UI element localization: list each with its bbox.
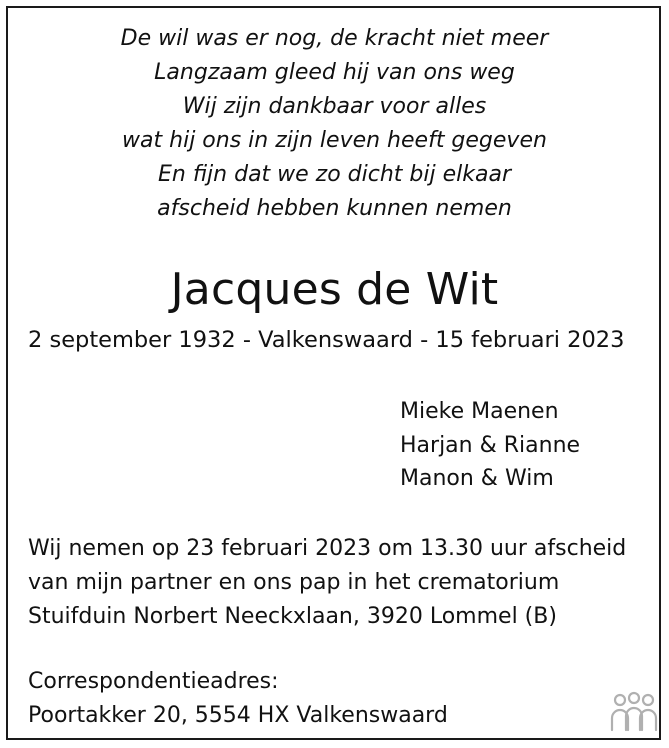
family-member: Manon & Wim bbox=[400, 466, 554, 491]
family-member: Harjan & Rianne bbox=[400, 432, 581, 458]
correspondence-label: Correspondentieadres: bbox=[28, 669, 279, 694]
ceremony-line: Stuifduin Norbert Neeckxlaan, 3920 Lommel (B) bbox=[28, 604, 557, 629]
poem-line: Langzaam gleed hij van ons weg bbox=[154, 60, 515, 85]
poem-line: Wij zijn dankbaar voor alles bbox=[182, 94, 487, 119]
poem-line: De wil was er nog, de kracht niet meer bbox=[120, 26, 549, 51]
deceased-name: Jacques de Wit bbox=[170, 264, 499, 315]
ceremony-line: Wij nemen op 23 februari 2023 om 13.30 uur afscheid bbox=[28, 536, 627, 561]
correspondence-address: Poortakker 20, 5554 HX Valkenswaard bbox=[28, 703, 448, 728]
correspondence bbox=[28, 665, 448, 733]
ceremony-line: van mijn partner en ons pap in het crematorium bbox=[28, 570, 560, 595]
poem-line: En fijn dat we zo dicht bij elkaar bbox=[158, 162, 511, 187]
poem bbox=[0, 22, 669, 226]
poem-line: afscheid hebben kunnen nemen bbox=[157, 196, 512, 221]
life-dates: 2 september 1932 - Valkenswaard - 15 februari 2023 bbox=[28, 327, 625, 353]
family-member: Mieke Maenen bbox=[400, 399, 559, 424]
family-list bbox=[400, 395, 580, 496]
family-people-icon bbox=[608, 690, 660, 734]
poem-line: wat hij ons in zijn leven heeft gegeven bbox=[122, 128, 547, 153]
ceremony-info bbox=[28, 532, 626, 634]
